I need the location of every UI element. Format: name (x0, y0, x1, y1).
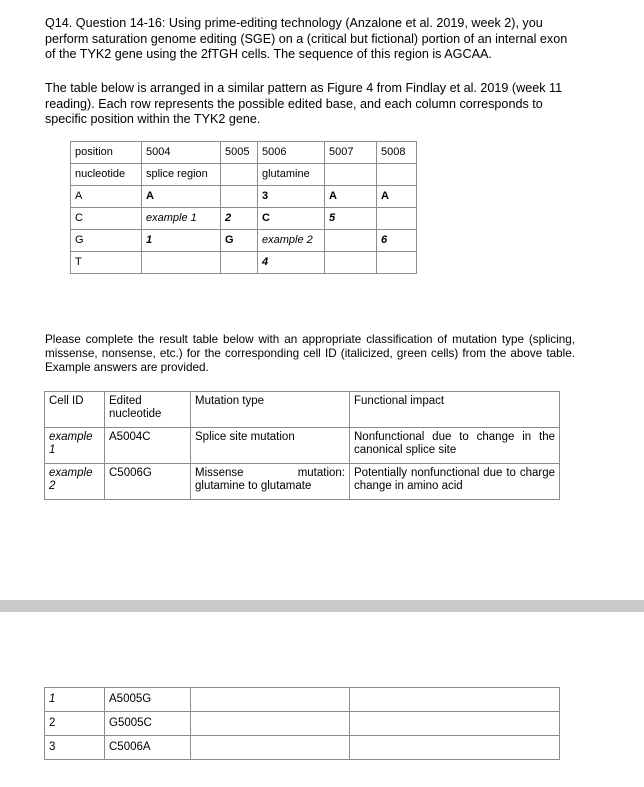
answer-row-3 (45, 736, 560, 760)
answer-row-1 (45, 688, 560, 712)
grid-cell: 1 (142, 230, 221, 252)
grid-cell: G (71, 230, 142, 252)
question-table-description: The table below is arranged in a similar pattern as Figure 4 from Findlay et al. 2019 (week 11 reading). Each row represents the possible edited base, and each column corresponds to specific position within the TYK2 gene. (45, 81, 563, 126)
grid-cell: 5006 (258, 142, 325, 164)
grid-cell: position (71, 142, 142, 164)
mutation-type: Missense mutation: glutamine to glutamate (191, 464, 350, 500)
grid-cell: 2 (221, 208, 258, 230)
grid-cell (142, 252, 221, 274)
mutation-type-answer[interactable] (191, 712, 350, 736)
functional-impact-answer[interactable] (350, 688, 560, 712)
sge-grid-table (70, 141, 417, 274)
grid-cell: 5005 (221, 142, 258, 164)
example-row-1 (45, 428, 560, 464)
grid-row-a (71, 186, 417, 208)
grid-cell: glutamine (258, 164, 325, 186)
answer-row-2 (45, 712, 560, 736)
mutation-type-answer[interactable] (191, 736, 350, 760)
grid-cell (221, 186, 258, 208)
grid-cell: example 2 (258, 230, 325, 252)
grid-cell: C (71, 208, 142, 230)
edited-nucleotide: G5005C (105, 712, 191, 736)
grid-header-row (71, 142, 417, 164)
edited-nucleotide: C5006G (105, 464, 191, 500)
grid-cell: A (71, 186, 142, 208)
grid-cell (325, 164, 377, 186)
grid-cell (377, 252, 417, 274)
edited-nucleotide: C5006A (105, 736, 191, 760)
grid-cell: T (71, 252, 142, 274)
grid-cell: nucleotide (71, 164, 142, 186)
result-table (44, 391, 560, 500)
answer-table (44, 687, 560, 760)
edited-nucleotide: A5004C (105, 428, 191, 464)
grid-cell: C (258, 208, 325, 230)
header-edited-nucleotide: Edited nucleotide (105, 392, 191, 428)
grid-cell: 6 (377, 230, 417, 252)
header-mutation-type: Mutation type (191, 392, 350, 428)
grid-cell (221, 252, 258, 274)
mutation-type-answer[interactable] (191, 688, 350, 712)
functional-impact: Potentially nonfunctional due to charge change in amino acid (350, 464, 560, 500)
grid-cell: 5 (325, 208, 377, 230)
grid-cell: 5008 (377, 142, 417, 164)
grid-nucleotide-row (71, 164, 417, 186)
cell-id: example 2 (45, 464, 105, 500)
grid-row-g (71, 230, 417, 252)
functional-impact-answer[interactable] (350, 712, 560, 736)
grid-row-c (71, 208, 417, 230)
example-row-2 (45, 464, 560, 500)
grid-cell: 3 (258, 186, 325, 208)
mutation-type: Splice site mutation (191, 428, 350, 464)
header-cell-id: Cell ID (45, 392, 105, 428)
cell-id: 3 (45, 736, 105, 760)
grid-cell: A (325, 186, 377, 208)
header-functional-impact: Functional impact (350, 392, 560, 428)
grid-row-t (71, 252, 417, 274)
grid-cell (377, 208, 417, 230)
result-header-row (45, 392, 560, 428)
functional-impact-answer[interactable] (350, 736, 560, 760)
cell-id: 2 (45, 712, 105, 736)
question-intro: Q14. Question 14-16: Using prime-editing technology (Anzalone et al. 2019, week 2), you perform saturation genome editing (SGE) on a (critical but fictional) portion of an internal exon of the TYK2 gene using the 2fTGH cells. The sequence of this region is AGCAA. (45, 16, 568, 61)
grid-cell: A (377, 186, 417, 208)
grid-cell: G (221, 230, 258, 252)
grid-cell: 5004 (142, 142, 221, 164)
grid-cell: splice region (142, 164, 221, 186)
cell-id: 1 (45, 688, 105, 712)
grid-cell (325, 230, 377, 252)
cell-id: example 1 (45, 428, 105, 464)
grid-cell (221, 164, 258, 186)
grid-cell: 4 (258, 252, 325, 274)
edited-nucleotide: A5005G (105, 688, 191, 712)
page-break (0, 600, 644, 612)
grid-cell (377, 164, 417, 186)
grid-cell (325, 252, 377, 274)
result-instructions: Please complete the result table below with an appropriate classification of mutation type (splicing, missense, nonsense, etc.) for the corresponding cell ID (italicized, green cells) from the above table. Example answers are provided. (45, 333, 575, 374)
grid-cell: example 1 (142, 208, 221, 230)
grid-cell: 5007 (325, 142, 377, 164)
functional-impact: Nonfunctional due to change in the canonical splice site (350, 428, 560, 464)
grid-cell: A (142, 186, 221, 208)
